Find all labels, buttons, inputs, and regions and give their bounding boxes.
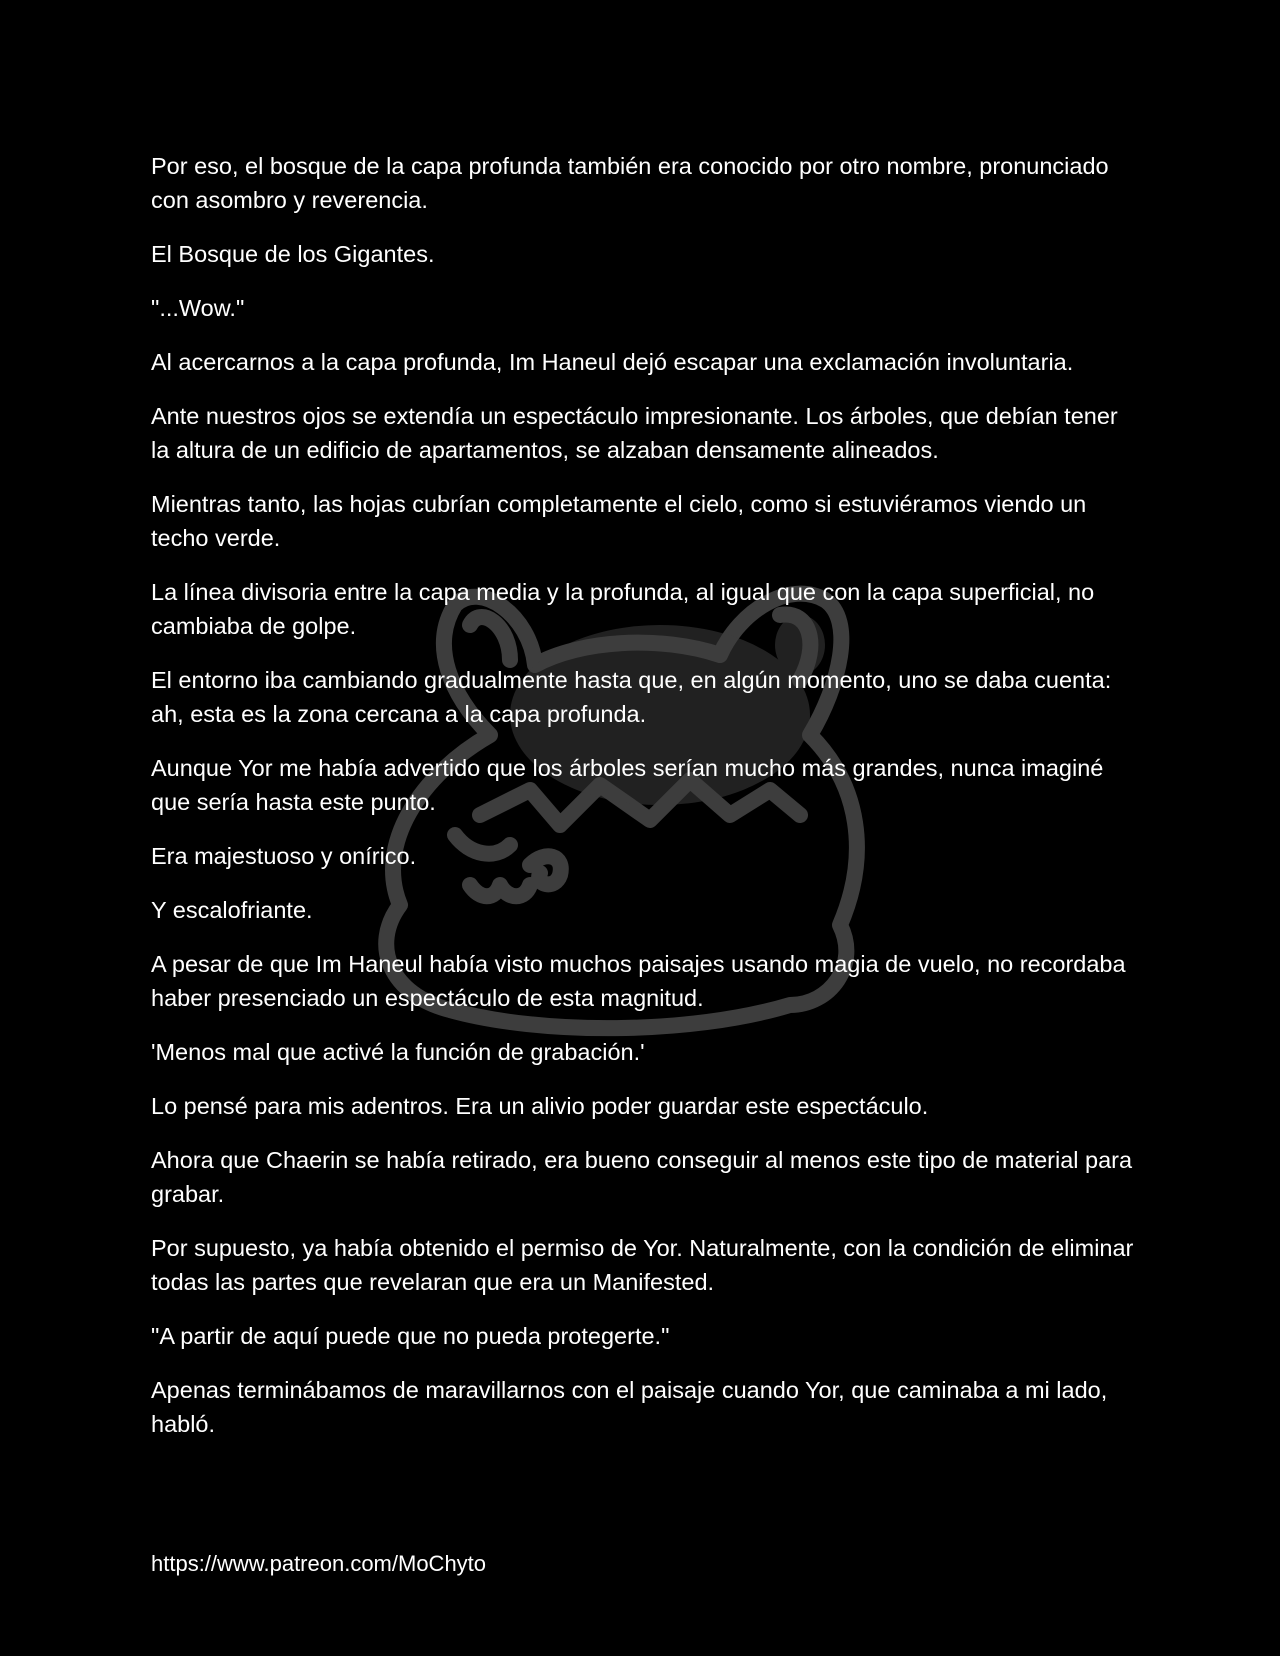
patreon-link[interactable]: https://www.patreon.com/MoChyto xyxy=(151,1551,487,1576)
paragraph-16: Por supuesto, ya había obtenido el permiso de Yor. Naturalmente, con la condición de eliminar todas las partes que revelaran que era un Manifested. xyxy=(151,1235,1134,1295)
paragraph-17: "A partir de aquí puede que no pueda protegerte." xyxy=(151,1323,670,1349)
paragraph-3: "...Wow." xyxy=(151,295,245,321)
paragraph-4: Al acercarnos a la capa profunda, Im Haneul dejó escapar una exclamación involuntaria. xyxy=(151,349,1074,375)
paragraph-13: 'Menos mal que activé la función de grabación.' xyxy=(151,1039,645,1065)
paragraph-18: Apenas terminábamos de maravillarnos con el paisaje cuando Yor, que caminaba a mi lado, habló. xyxy=(151,1377,1108,1437)
paragraph-10: Era majestuoso y onírico. xyxy=(151,843,417,869)
document-body xyxy=(151,149,1141,1461)
paragraph-6: Mientras tanto, las hojas cubrían completamente el cielo, como si estuviéramos viendo un techo verde. xyxy=(151,491,1087,551)
paragraph-9: Aunque Yor me había advertido que los árboles serían mucho más grandes, nunca imaginé que sería hasta este punto. xyxy=(151,755,1104,815)
paragraph-14: Lo pensé para mis adentros. Era un alivio poder guardar este espectáculo. xyxy=(151,1093,929,1119)
paragraph-2: El Bosque de los Gigantes. xyxy=(151,241,435,267)
paragraph-5: Ante nuestros ojos se extendía un espectáculo impresionante. Los árboles, que debían tener la altura de un edificio de apartamentos, se alzaban densamente alineados. xyxy=(151,403,1118,463)
paragraph-11: Y escalofriante. xyxy=(151,897,313,923)
paragraph-12: A pesar de que Im Haneul había visto muchos paisajes usando magia de vuelo, no recordaba haber presenciado un espectáculo de esta magnitud. xyxy=(151,951,1126,1011)
paragraph-15: Ahora que Chaerin se había retirado, era bueno conseguir al menos este tipo de material para grabar. xyxy=(151,1147,1133,1207)
paragraph-1: Por eso, el bosque de la capa profunda también era conocido por otro nombre, pronunciado con asombro y reverencia. xyxy=(151,153,1109,213)
paragraph-8: El entorno iba cambiando gradualmente hasta que, en algún momento, uno se daba cuenta: ah, esta es la zona cercana a la capa profunda. xyxy=(151,667,1112,727)
paragraph-7: La línea divisoria entre la capa media y la profunda, al igual que con la capa superficial, no cambiaba de golpe. xyxy=(151,579,1095,639)
